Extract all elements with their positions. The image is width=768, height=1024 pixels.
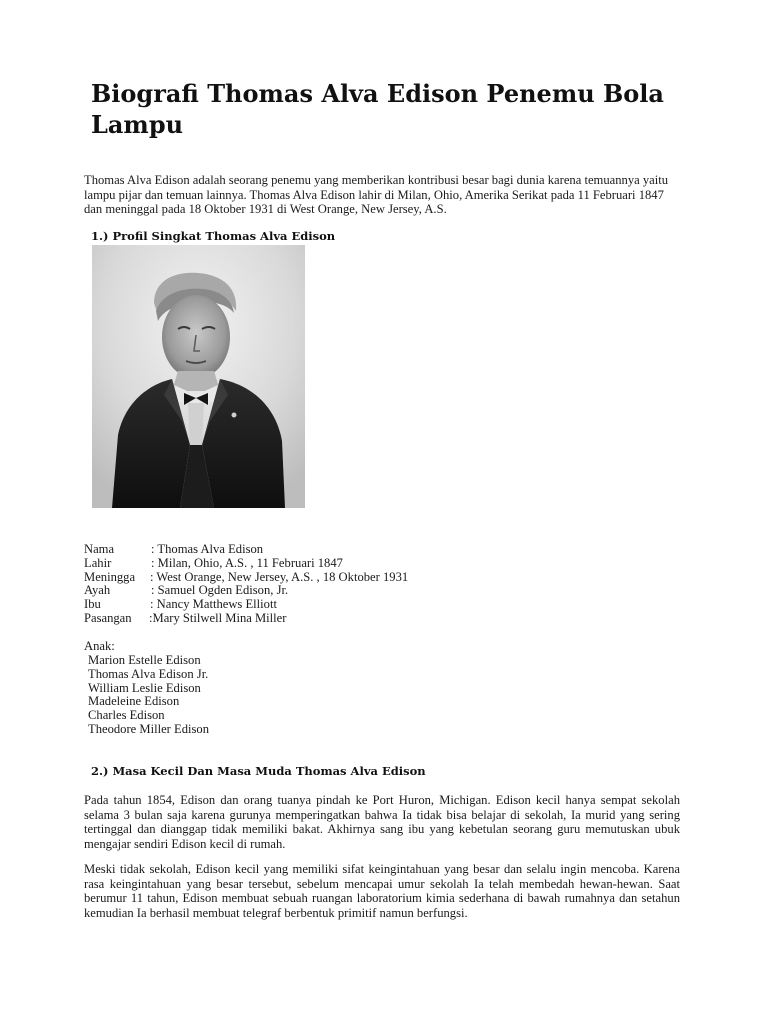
- profile-row-lahir: [84, 556, 343, 570]
- section-2-heading: 2.) Masa Kecil Dan Masa Muda Thomas Alva Edison: [91, 764, 426, 778]
- profile-value: : Thomas Alva Edison: [151, 542, 264, 556]
- section-2-paragraph-1: Pada tahun 1854, Edison dan orang tuanya pindah ke Port Huron, Michigan. Edison kecil hanya sempat sekolah selama 3 bulan saja karena gurunya memperingatkan bahwa Ia tidak bisa belajar di sekolah, Ia murid yang sering tertinggal dan dianggap tidak memiliki bakat. Akhirnya sang ibu yang kebetulan seorang guru memutuskan ubuk mengajar sendiri Edison kecil di rumah.: [84, 793, 680, 851]
- document-title: Biografi Thomas Alva Edison Penemu Bola Lampu: [91, 79, 664, 139]
- profile-label: Lahir: [84, 556, 112, 570]
- profile-label: Ayah: [84, 583, 111, 597]
- profile-label: Pasangan: [84, 611, 132, 625]
- profile-row-ayah: [84, 583, 289, 597]
- child-list-item: Thomas Alva Edison Jr.: [88, 667, 209, 681]
- profile-label: Nama: [84, 542, 115, 556]
- profile-value: : Samuel Ogden Edison, Jr.: [151, 583, 289, 597]
- profile-row-pasangan: [84, 611, 287, 625]
- section-2-paragraph-2: Meski tidak sekolah, Edison kecil yang memiliki sifat keingintahuan yang besar dan selalu ingin mencoba. Karena rasa keingintahuan yang besar tersebut, sebelum mencapai umur sekolah Ia telah membedah hewan-hewan. Saat berumur 11 tahun, Edison membuat sebuah ruangan laboratorium kimia sederhana di bawah rumahnya dan setahun kemudian Ia berhasil membuat telegraf berbentuk primitif namun berfungsi.: [84, 862, 680, 920]
- profile-label: Ibu: [84, 597, 101, 611]
- profile-value: :Mary Stilwell Mina Miller: [149, 611, 287, 625]
- profile-row-nama: [84, 542, 264, 556]
- profile-row-meninggal: [84, 570, 409, 584]
- profile-label: Meningga: [84, 570, 136, 584]
- edison-portrait-photo: [92, 245, 305, 508]
- profile-value: : West Orange, New Jersey, A.S. , 18 Oktober 1931: [150, 570, 409, 584]
- child-list-item: William Leslie Edison: [88, 681, 201, 695]
- child-list-item: Madeleine Edison: [88, 694, 180, 708]
- profile-row-ibu: [84, 597, 277, 611]
- intro-paragraph: Thomas Alva Edison adalah seorang penemu yang memberikan kontribusi besar bagi dunia karena temuannya yaitu lampu pijar dan temuan lainnya. Thomas Alva Edison lahir di Milan, Ohio, Amerika Serikat pada 11 Februari 1847 dan meninggal pada 18 Oktober 1931 di West Orange, New Jersey, A.S.: [84, 173, 669, 216]
- child-list-item: Theodore Miller Edison: [88, 722, 210, 736]
- child-list-item: Marion Estelle Edison: [88, 653, 201, 667]
- child-list-item: Charles Edison: [88, 708, 165, 722]
- profile-value: : Milan, Ohio, A.S. , 11 Februari 1847: [151, 556, 343, 570]
- section-1-heading: 1.) Profil Singkat Thomas Alva Edison: [91, 229, 336, 243]
- children-label: Anak:: [84, 639, 115, 653]
- profile-value: : Nancy Matthews Elliott: [150, 597, 277, 611]
